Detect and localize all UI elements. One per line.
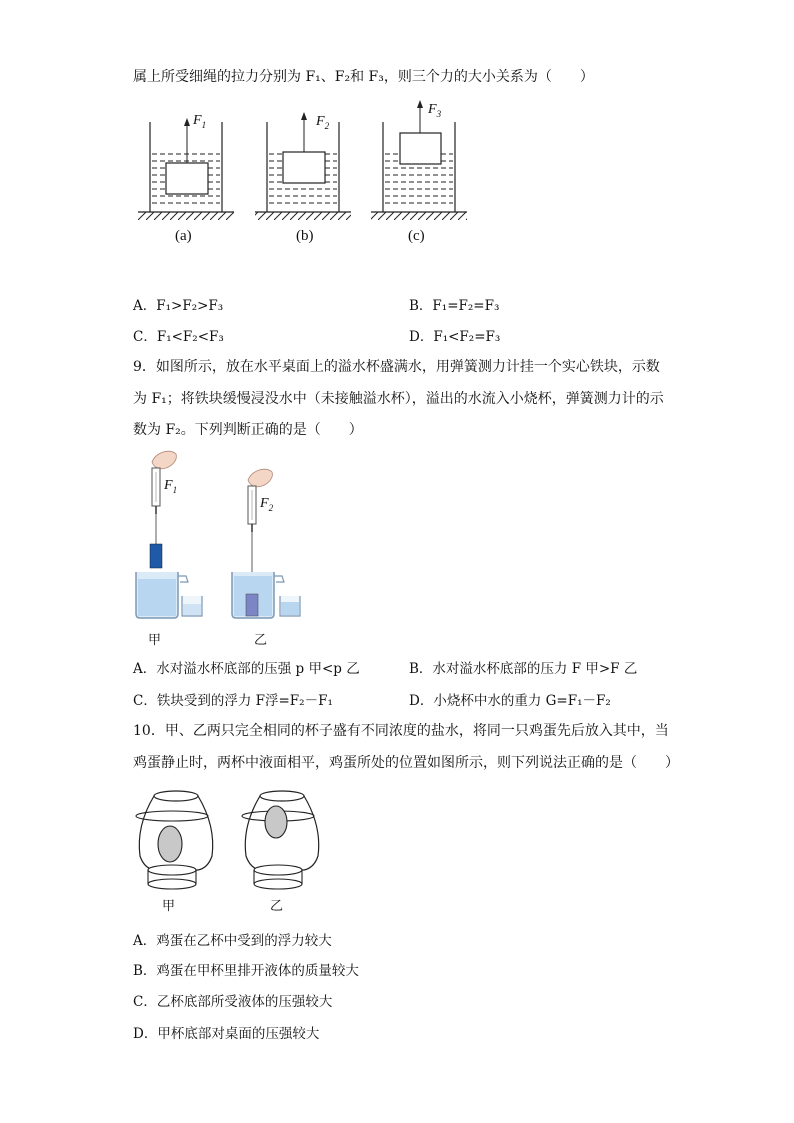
q9-option-c[interactable]: C．铁块受到的浮力 F浮=F₂－F₁ (133, 693, 333, 709)
q10-stem-line1: 10．甲、乙两只完全相同的杯子盛有不同浓度的盐水，将同一只鸡蛋先后放入其中，当 (133, 723, 669, 739)
q10-option-a[interactable]: A．鸡蛋在乙杯中受到的浮力较大 (133, 933, 332, 949)
q9-stem-line3: 数为 F₂。下列判断正确的是（ ） (133, 422, 363, 438)
egg-jia (158, 826, 182, 862)
force-label-f1: $F_1$ (193, 113, 207, 130)
force-label-f3: $F_3$ (428, 102, 442, 119)
spring-scale-left (152, 468, 160, 544)
q9-option-a[interactable]: A．水对溢水杯底部的压强 p 甲<p 乙 (133, 661, 360, 677)
container-a (138, 118, 234, 220)
q8-stem: 属上所受细绳的拉力分别为 F₁、F₂和 F₃，则三个力的大小关系为（ ） (133, 69, 594, 85)
q8-option-c[interactable]: C．F₁<F₂<F₃ (133, 329, 224, 345)
q9-figure (130, 448, 310, 623)
small-beaker-right (280, 596, 300, 616)
overflow-cup-left (136, 572, 188, 618)
q10-option-d[interactable]: D．甲杯底部对桌面的压强较大 (133, 1026, 320, 1042)
q8-option-b[interactable]: B．F₁=F₂=F₃ (409, 298, 500, 314)
q9-label-jia: 甲 (148, 633, 162, 648)
q8-option-a[interactable]: A．F₁>F₂>F₃ (133, 298, 224, 314)
q10-option-c[interactable]: C．乙杯底部所受液体的压强较大 (133, 994, 333, 1010)
metal-block-a (166, 163, 208, 194)
egg-yi (265, 806, 287, 838)
cup-jia (136, 791, 213, 889)
q9-stem-line1: 9．如图所示，放在水平桌面上的溢水杯盛满水，用弹簧测力计挂一个实心铁块，示数 (133, 359, 660, 375)
fig-label-b: (b) (296, 228, 314, 244)
q9-label-yi: 乙 (254, 633, 268, 648)
iron-block-left (150, 544, 162, 568)
force-label-f2: $F_2$ (316, 114, 330, 131)
small-beaker-left (182, 596, 202, 616)
q9-stem-line2: 为 F₁；将铁块缓慢浸没水中（未接触溢水杯），溢出的水流入小烧杯，弹簧测力计的示 (133, 391, 664, 407)
q10-label-jia: 甲 (162, 899, 176, 914)
q10-stem-line2: 鸡蛋静止时，两杯中液面相平，鸡蛋所处的位置如图所示，则下列说法正确的是（ ） (133, 755, 679, 771)
metal-block-c (400, 133, 441, 164)
q8-option-d[interactable]: D．F₁<F₂=F₃ (409, 329, 501, 345)
hand-icon (248, 469, 272, 487)
iron-block-right (246, 594, 258, 616)
container-b (255, 112, 351, 220)
q10-option-b[interactable]: B．鸡蛋在甲杯里排开液体的质量较大 (133, 963, 359, 979)
fig-label-c: (c) (408, 228, 425, 244)
hand-icon (152, 451, 176, 469)
container-c (371, 100, 467, 220)
cup-yi (242, 791, 319, 889)
fig-label-a: (a) (175, 228, 192, 244)
q9-force-label-f2: $F_2$ (260, 496, 274, 513)
q9-option-b[interactable]: B．水对溢水杯底部的压力 F 甲>F 乙 (409, 661, 638, 677)
q9-force-label-f1: $F_1$ (164, 478, 178, 495)
q10-label-yi: 乙 (270, 899, 284, 914)
q10-figure (132, 786, 332, 896)
metal-block-b (283, 152, 325, 183)
q9-option-d[interactable]: D．小烧杯中水的重力 G=F₁－F₂ (409, 693, 611, 709)
